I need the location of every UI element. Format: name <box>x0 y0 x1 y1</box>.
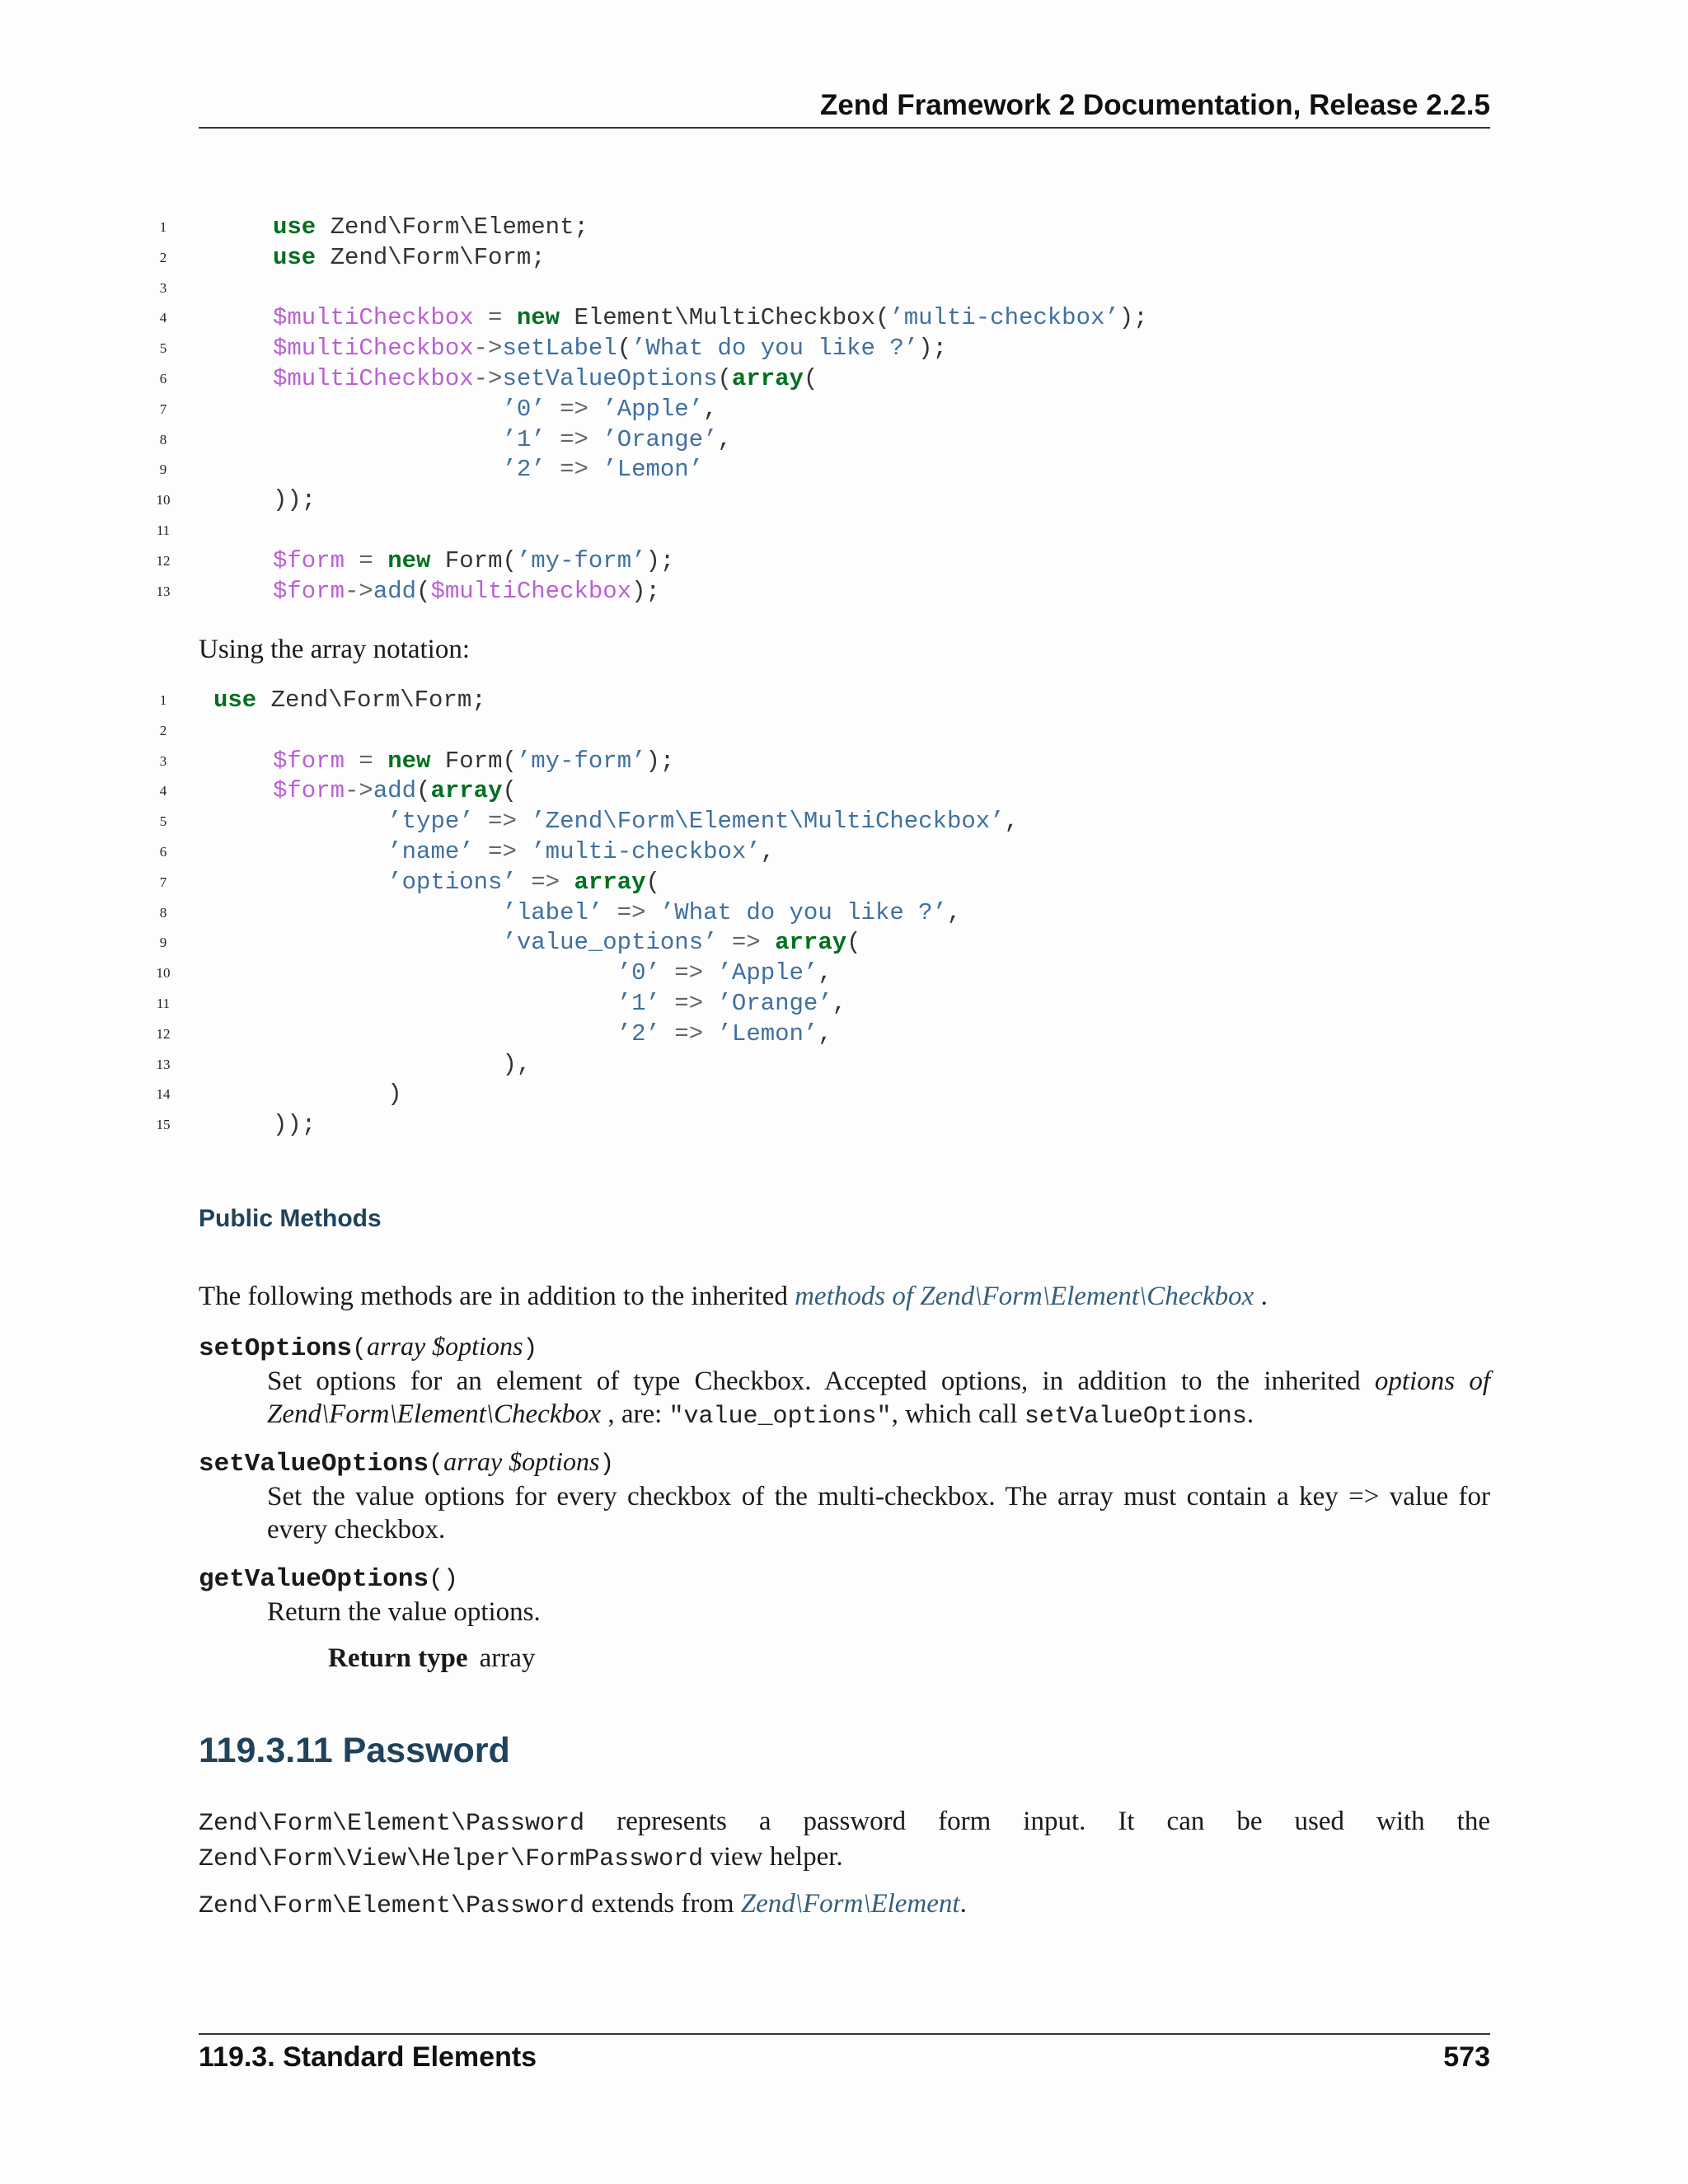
code-token: , <box>717 425 732 453</box>
code-text <box>273 776 517 807</box>
code-token: ’1’ <box>617 989 660 1017</box>
desc-text: . <box>1246 1399 1254 1429</box>
code-text <box>273 837 775 868</box>
code-block-multicheckbox-object <box>156 213 1490 607</box>
desc-text: . <box>959 1889 967 1919</box>
code-token: => <box>659 959 718 987</box>
code-token: = <box>345 747 388 775</box>
return-type-value: array <box>479 1643 536 1673</box>
password-extends <box>199 1887 1490 1923</box>
method-name: setValueOptions <box>199 1450 429 1479</box>
code-text <box>273 213 588 243</box>
line-number: 10 <box>156 965 171 982</box>
code-token: ’value_options’ <box>502 929 718 957</box>
code-token: ’0’ <box>617 959 660 987</box>
code-line <box>156 1019 1490 1050</box>
code-text <box>273 243 546 274</box>
code-token: -> <box>473 364 503 392</box>
code-token: ’my-form’ <box>516 546 646 574</box>
method-param: array $options <box>443 1446 600 1476</box>
return-type <box>328 1643 535 1674</box>
code-token <box>273 869 387 896</box>
set-value-options-code: setValueOptions <box>1024 1403 1247 1431</box>
code-token: ’Lemon’ <box>717 1019 818 1047</box>
code-token: setLabel <box>502 335 617 363</box>
code-token: ’2’ <box>502 456 546 484</box>
code-text <box>273 1080 402 1110</box>
code-text <box>273 425 732 456</box>
code-token: )); <box>273 1111 316 1139</box>
code-text <box>273 747 674 777</box>
code-token <box>273 808 387 835</box>
code-token: ( <box>846 929 861 957</box>
line-number: 6 <box>159 843 167 860</box>
code-token <box>273 396 502 423</box>
return-type-label: Return type <box>328 1643 468 1673</box>
array-notation-label: Using the array notation: <box>199 635 471 664</box>
code-token: , <box>946 898 962 926</box>
code-token: ’name’ <box>387 837 474 865</box>
code-line <box>159 455 1490 485</box>
method-setvalueoptions <box>199 1446 1490 1546</box>
code-text <box>273 334 947 364</box>
password-class-code: Zend\Form\Element\Password <box>199 1810 585 1838</box>
public-methods-heading: Public Methods <box>199 1205 382 1232</box>
code-line <box>159 716 1490 747</box>
code-token: ’Orange’ <box>717 989 832 1017</box>
password-class-code: Zend\Form\Element\Password <box>199 1892 585 1920</box>
checkbox-options-link[interactable]: options of Zend\Form\Element\Checkbox <box>267 1366 1490 1429</box>
code-token: = <box>473 304 517 332</box>
code-token: => <box>659 989 718 1017</box>
line-number: 4 <box>159 783 167 799</box>
code-token: ’options’ <box>387 868 517 896</box>
code-token: ); <box>1118 304 1148 332</box>
code-text <box>273 928 861 958</box>
code-token: ’multi-checkbox’ <box>889 304 1119 332</box>
code-token: $multiCheckbox <box>273 335 474 363</box>
code-text <box>273 1050 531 1080</box>
line-number: 5 <box>159 340 167 357</box>
code-text <box>273 1110 316 1141</box>
code-text <box>213 686 486 716</box>
line-number: 8 <box>159 904 167 921</box>
code-token: $form <box>273 546 345 574</box>
code-token: ( <box>717 364 732 392</box>
line-number: 1 <box>159 219 167 235</box>
code-line <box>159 747 1490 777</box>
line-number: 7 <box>159 874 167 890</box>
method-description <box>267 1365 1490 1433</box>
line-number: 3 <box>159 752 167 769</box>
code-token: ); <box>631 577 660 605</box>
code-token: ( <box>416 577 431 605</box>
code-line <box>159 395 1490 425</box>
line-number: 2 <box>159 722 167 738</box>
desc-text: Set options for an element of type Checkbox. Accepted options, in addition to the inherited <box>267 1366 1375 1396</box>
code-block-array-notation <box>156 686 1490 1141</box>
code-token: -> <box>345 577 373 605</box>
code-token: array <box>430 777 503 805</box>
code-line <box>156 958 1490 989</box>
line-number: 3 <box>159 279 167 296</box>
code-token: ’my-form’ <box>516 747 646 775</box>
code-text <box>273 898 961 929</box>
method-name: setOptions <box>199 1334 353 1363</box>
line-number: 6 <box>159 370 167 387</box>
code-token: use <box>213 687 257 714</box>
code-token: $form <box>273 577 345 605</box>
code-token: use <box>273 213 316 241</box>
code-line <box>159 898 1490 929</box>
code-token: ( <box>645 868 660 896</box>
code-token: => <box>545 456 603 484</box>
code-token: , <box>818 959 832 987</box>
code-token: , <box>760 837 776 865</box>
page-footer <box>199 2033 1490 2074</box>
code-token: , <box>1004 808 1019 836</box>
page-header <box>199 89 1490 129</box>
code-token: Element\MultiCheckbox( <box>560 304 890 332</box>
code-token <box>273 959 617 987</box>
code-token: ); <box>645 747 675 775</box>
method-setoptions <box>199 1330 1490 1433</box>
intro-text: The following methods are in addition to the inherited <box>199 1282 788 1311</box>
method-name: getValueOptions <box>199 1565 429 1594</box>
line-number: 15 <box>156 1117 171 1133</box>
code-line <box>156 577 1490 607</box>
document-title: Zend Framework 2 Documentation, Release 2.2.5 <box>819 89 1490 121</box>
code-line <box>159 425 1490 456</box>
zend-form-element-link[interactable]: Zend\Form\Element <box>740 1889 960 1919</box>
code-token: ’What do you like ?’ <box>631 335 919 363</box>
code-token: => <box>545 425 603 453</box>
code-line <box>159 807 1490 837</box>
code-token: Zend\Form\Form; <box>256 687 486 714</box>
code-text <box>273 868 660 898</box>
code-token: ’Apple’ <box>717 959 818 987</box>
code-token: $form <box>273 777 345 805</box>
code-token <box>273 838 387 865</box>
method-getvalueoptions <box>199 1561 1490 1629</box>
line-number: 11 <box>156 522 171 538</box>
code-token: ’Lemon’ <box>603 456 704 484</box>
code-token: Form( <box>430 747 517 775</box>
code-token: ’label’ <box>502 898 603 926</box>
code-line <box>159 928 1490 958</box>
line-number: 5 <box>159 813 167 830</box>
desc-text: view helper. <box>703 1842 843 1872</box>
code-text <box>273 958 832 989</box>
code-token: => <box>545 395 603 423</box>
code-line <box>156 1110 1490 1141</box>
code-token: ’Orange’ <box>603 425 718 453</box>
code-token: => <box>473 808 532 836</box>
code-token: ( <box>617 335 632 363</box>
code-token: ’1’ <box>502 425 546 453</box>
code-line <box>159 303 1490 334</box>
code-token: ) <box>273 1080 402 1108</box>
method-description: Set the value options for every checkbox of the multi-checkbox. The array must contain a key => value for every checkbox. <box>267 1482 1490 1544</box>
code-line <box>159 243 1490 274</box>
code-line <box>159 364 1490 395</box>
code-token: => <box>516 868 574 896</box>
code-token: new <box>387 747 431 775</box>
footer-section: 119.3. Standard Elements <box>199 2041 537 2073</box>
code-token: Zend\Form\Form; <box>316 243 546 271</box>
code-token: add <box>373 577 417 605</box>
code-line <box>159 837 1490 868</box>
code-line <box>156 1080 1490 1110</box>
code-token <box>273 899 502 926</box>
line-number: 4 <box>159 310 167 326</box>
code-text <box>273 807 1019 837</box>
code-text <box>273 546 674 577</box>
code-line <box>156 485 1490 516</box>
intro-end: . <box>1254 1282 1268 1311</box>
method-description: Return the value options. <box>267 1597 541 1627</box>
code-token: add <box>373 777 417 805</box>
code-token: array <box>574 868 646 896</box>
code-line <box>156 516 1490 546</box>
line-number: 13 <box>156 583 171 599</box>
code-line <box>156 989 1490 1019</box>
code-text <box>273 1019 832 1050</box>
code-token: => <box>473 837 532 865</box>
code-line <box>159 868 1490 898</box>
line-number: 9 <box>159 462 167 478</box>
code-text <box>273 485 316 516</box>
code-token: -> <box>345 777 373 805</box>
code-line <box>156 546 1490 577</box>
code-text <box>273 303 1148 334</box>
code-token: => <box>659 1019 718 1047</box>
code-token: , <box>703 395 718 423</box>
code-token: ( <box>416 777 431 805</box>
code-token: , <box>818 1019 832 1047</box>
code-token: new <box>516 304 560 332</box>
line-number: 11 <box>156 995 171 1011</box>
code-token: Form( <box>430 546 517 574</box>
code-token: -> <box>473 335 503 363</box>
code-token: $multiCheckbox <box>430 577 632 605</box>
code-token: $form <box>273 747 345 775</box>
code-token: ’What do you like ?’ <box>659 898 947 926</box>
password-heading: 119.3.11 Password <box>199 1731 510 1770</box>
line-number: 12 <box>156 552 171 569</box>
line-number: 12 <box>156 1025 171 1042</box>
code-line <box>159 213 1490 243</box>
code-token: ’multi-checkbox’ <box>531 837 761 865</box>
desc-text: extends from <box>584 1889 741 1919</box>
code-text <box>273 395 718 425</box>
code-token: => <box>717 929 776 957</box>
line-number: 8 <box>159 431 167 448</box>
method-signature: getValueOptions() <box>199 1565 459 1594</box>
code-token <box>273 456 502 483</box>
desc-text: , are: <box>601 1399 669 1429</box>
code-line <box>159 274 1490 304</box>
line-number: 14 <box>156 1086 171 1103</box>
code-token: ’type’ <box>387 808 474 836</box>
password-description <box>199 1805 1490 1876</box>
code-token: array <box>775 929 847 957</box>
code-token: ); <box>918 335 947 363</box>
line-number: 1 <box>159 692 167 708</box>
method-signature: setOptions(array $options) <box>199 1331 538 1363</box>
code-token: ’Apple’ <box>603 395 704 423</box>
line-number: 13 <box>156 1056 171 1072</box>
line-number: 10 <box>156 492 171 509</box>
desc-text: , which call <box>891 1399 1025 1429</box>
method-signature: setValueOptions(array $options) <box>199 1446 615 1479</box>
code-token: Zend\Form\Element; <box>316 213 588 241</box>
code-token: $multiCheckbox <box>273 364 474 392</box>
code-token: , <box>832 989 847 1017</box>
desc-text: represents a password form input. It can be used with the <box>584 1807 1490 1836</box>
code-text <box>273 364 818 395</box>
code-token: new <box>387 546 431 574</box>
code-token: ); <box>645 546 675 574</box>
value-options-code: "value_options" <box>668 1403 892 1431</box>
code-token: ), <box>273 1050 532 1078</box>
code-token <box>273 929 502 956</box>
form-password-helper-code: Zend\Form\View\Helper\FormPassword <box>199 1845 704 1873</box>
code-token: array <box>731 364 804 392</box>
code-line <box>156 1050 1490 1080</box>
code-token: => <box>603 898 660 926</box>
line-number: 2 <box>159 249 167 265</box>
code-token <box>273 426 502 453</box>
code-token: setValueOptions <box>502 364 718 392</box>
code-token: ( <box>502 777 517 805</box>
code-line <box>159 334 1490 364</box>
code-line <box>159 776 1490 807</box>
public-methods-intro <box>199 1280 1490 1313</box>
checkbox-methods-link[interactable]: methods of Zend\Form\Element\Checkbox <box>795 1282 1254 1311</box>
method-param: array $options <box>367 1331 523 1361</box>
line-number: 9 <box>159 935 167 951</box>
code-token: ’0’ <box>502 395 546 423</box>
code-token: ’Zend\Form\Element\MultiCheckbox’ <box>531 808 1005 836</box>
code-text <box>273 577 660 607</box>
line-number: 7 <box>159 401 167 417</box>
code-token: )); <box>273 486 316 514</box>
code-token: $multiCheckbox <box>273 304 474 332</box>
code-token <box>273 1020 617 1047</box>
page-number: 573 <box>1443 2041 1490 2073</box>
code-line <box>159 686 1490 716</box>
code-token: ( <box>803 364 818 392</box>
code-token: ’2’ <box>617 1019 660 1047</box>
code-text <box>273 455 703 485</box>
code-token <box>273 990 617 1017</box>
code-text <box>273 989 846 1019</box>
code-token: use <box>273 243 316 271</box>
code-token: = <box>345 546 388 574</box>
